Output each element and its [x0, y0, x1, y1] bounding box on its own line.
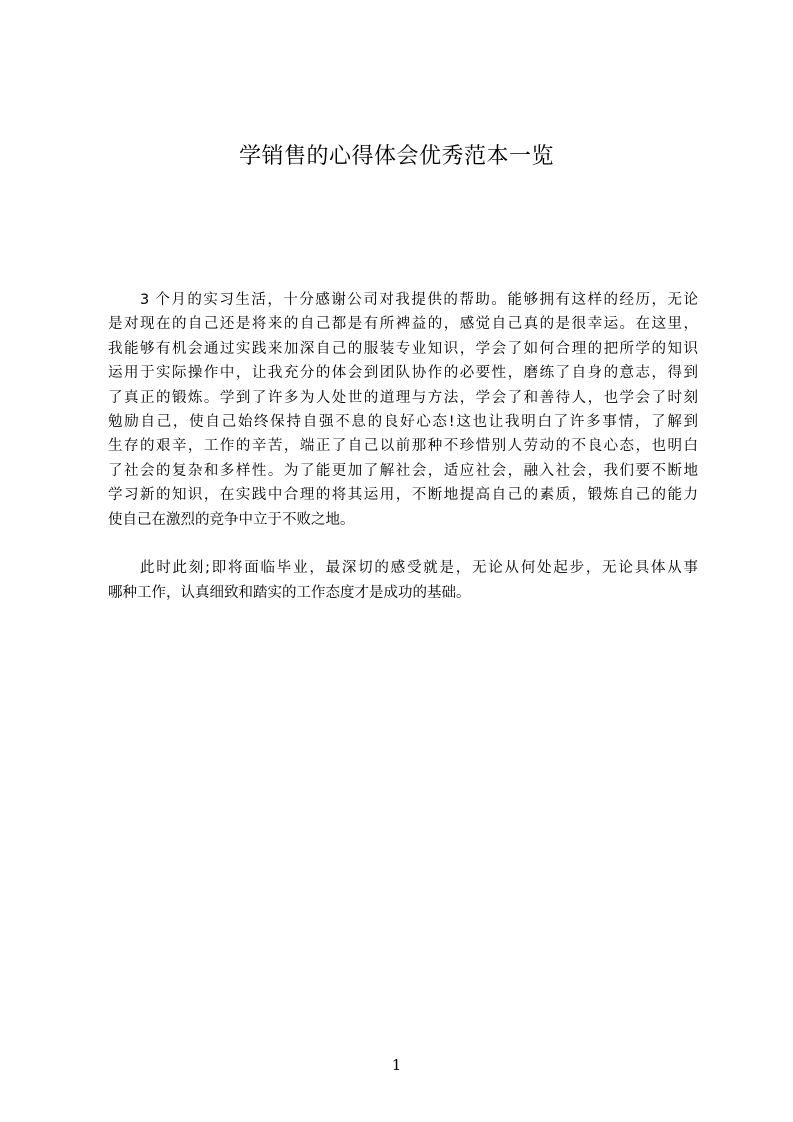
text-line: 了真正的锻炼。学到了许多为人处世的道理与方法，学会了和善待人，也学会了时刻: [108, 389, 698, 406]
text-line: 学习新的知识，在实践中合理的将其运用，不断地提高自己的素质，锻炼自己的能力: [108, 487, 698, 504]
text-line: 使自己在激烈的竞争中立于不败之地。: [108, 511, 355, 528]
paragraph-graduation-thoughts: [108, 556, 698, 605]
text-line: 是对现在的自己还是将来的自己都是有所裨益的，感觉自己真的是很幸运。在这里，: [108, 316, 698, 333]
text-line: 此时此刻;即将面临毕业，最深切的感受就是，无论从何处起步，无论具体从事: [140, 560, 698, 577]
text-line: 我能够有机会通过实践来加深自己的服装专业知识，学会了如何合理的把所学的知识: [108, 340, 698, 357]
text-line: 勉励自己，使自己始终保持自强不息的良好心态!这也让我明白了许多事情，了解到: [108, 413, 698, 430]
text-line: 运用于实际操作中，让我充分的体会到团队协作的必要性，磨练了自身的意志，得到: [108, 365, 698, 382]
text-line: 了社会的复杂和多样性。为了能更加了解社会，适应社会，融入社会，我们要不断地: [108, 462, 698, 479]
page-title: 学销售的心得体会优秀范本一览: [238, 144, 554, 169]
page-number: 1: [391, 1056, 402, 1074]
text-line: 3 个月的实习生活，十分感谢公司对我提供的帮助。能够拥有这样的经历，无论: [140, 292, 698, 308]
paragraph-spacer: [108, 532, 698, 556]
text-line: 生存的艰辛，工作的辛苦，端正了自己以前那种不珍惜别人劳动的不良心态，也明白: [108, 438, 698, 455]
paragraph-internship-reflection: [108, 288, 698, 532]
text-line: 哪种工作，认真细致和踏实的工作态度才是成功的基础。: [108, 584, 471, 601]
document-body: [108, 288, 698, 605]
